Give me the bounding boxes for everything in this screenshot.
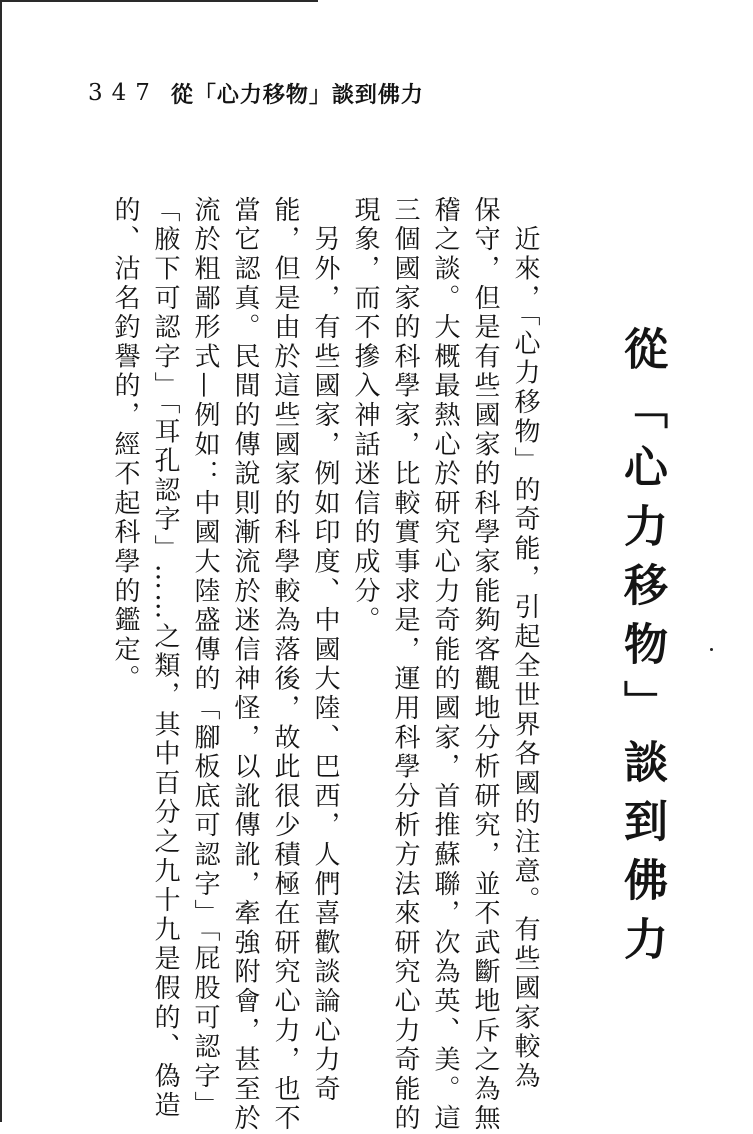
paragraph-2-column-3: 當它認真。民間的傳說則漸流於迷信神怪，以訛傳訛，牽強附會，甚至於 <box>230 196 260 1134</box>
paragraph-1-column-4: 三個國家的科學家，比較實事求是，運用科學分析方法來研究心力奇能的 <box>390 196 420 1134</box>
paragraph-2-column-2: 能，但是由於這些國家的科學較為落後，故此很少積極在研究心力，也不 <box>270 196 300 1134</box>
top-rule <box>0 0 318 2</box>
paragraph-2-column-1: 另外，有些國家，例如印度、中國大陸、巴西，人們喜歡談論心力奇 <box>310 196 340 1105</box>
page-number: 347 <box>88 80 159 106</box>
paragraph-1-column-3: 稽之談。大概最熱心於研究心力奇能的國家，首推蘇聯，次為英、美。這 <box>430 196 460 1134</box>
running-title: 從「心力移物」談到佛力 <box>170 81 424 108</box>
chapter-title: 從「心力移物」談到佛力 <box>616 326 667 975</box>
running-header <box>88 78 424 108</box>
print-speck <box>710 648 713 651</box>
paragraph-1-column-1: 近來，「心力移物」的奇能，引起全世界各國的注意。有些國家較為 <box>510 196 540 1092</box>
paragraph-1-column-5: 現象，而不摻入神話迷信的成分。 <box>350 196 380 636</box>
paragraph-2-column-4: 流於粗鄙形式—例如：中國大陸盛傳的「腳板底可認字」「屁股可認字」 <box>190 196 220 1121</box>
paragraph-1-column-2: 保守，但是有些國家的科學家能夠客觀地分析研究，並不武斷地斥之為無 <box>470 196 500 1134</box>
paragraph-2-column-6: 的、沽名釣譽的，經不起科學的鑑定。 <box>110 196 140 695</box>
page-left-border <box>0 0 2 1122</box>
paragraph-2-column-5: 「腋下可認字」「耳孔認字」……之類，其中百分之九十九是假的、偽造 <box>150 196 180 1121</box>
